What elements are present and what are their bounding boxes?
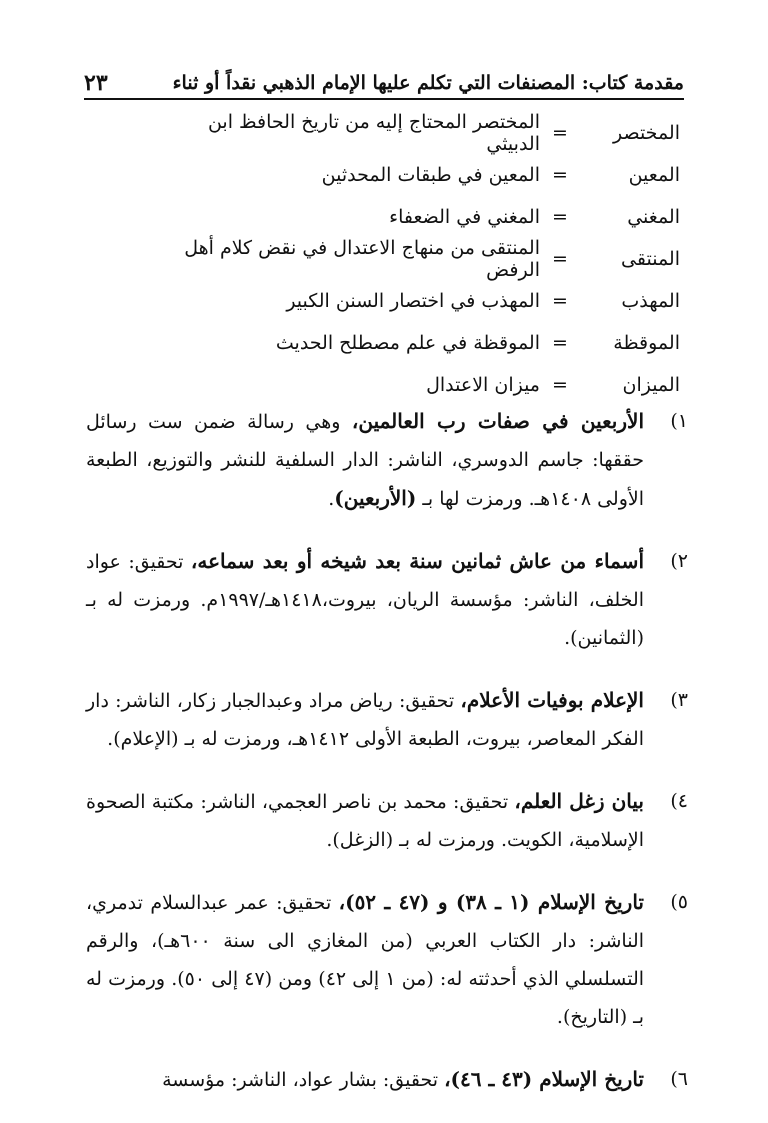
equals-sign: = (552, 206, 568, 228)
bibliography-entry (86, 883, 688, 1036)
entry-body (86, 782, 644, 859)
bibliography-entry (86, 782, 688, 859)
entry-body (86, 1060, 644, 1099)
entry-body (86, 542, 644, 657)
bibliography-entry (86, 542, 688, 657)
abbreviation-value: المهذب في اختصار السنن الكبير (286, 290, 540, 312)
abbreviation-key: المعين (628, 164, 680, 186)
bibliography-entry (86, 402, 688, 518)
abbreviation-row (150, 280, 680, 322)
page-header (84, 58, 684, 100)
abbreviation-value: المختصر المحتاج إليه من تاريخ الحافظ ابن الدبيثي (207, 111, 540, 155)
bibliography-list (86, 402, 688, 1123)
abbreviation-row (150, 196, 680, 238)
entry-number: ٦) (670, 1068, 688, 1090)
page-number: ٢٣ (84, 70, 108, 96)
entry-tag: (الأربعين) (334, 486, 417, 510)
equals-sign: = (552, 374, 568, 396)
abbreviation-key: الموقظة (613, 332, 680, 354)
abbreviation-row (150, 322, 680, 364)
equals-sign: = (552, 290, 568, 312)
abbreviation-row (150, 238, 680, 280)
abbreviation-row (150, 364, 680, 406)
entry-number: ٣) (670, 689, 688, 711)
entry-title: الإعلام بوفيات الأعلام، (460, 688, 644, 712)
entry-title: الأربعين في صفات رب العالمين، (351, 409, 644, 433)
entry-body (86, 681, 644, 758)
entry-text: تحقيق: بشار عواد، الناشر: مؤسسة (162, 1069, 445, 1091)
running-title: مقدمة كتاب: المصنفات التي تكلم عليها الإمام الذهبي نقداً أو ثناء (172, 72, 684, 94)
entry-body (86, 883, 644, 1036)
equals-sign: = (552, 332, 568, 354)
entry-number: ١) (670, 410, 688, 432)
entry-text: وهي رسالة ضمن ست رسائل حققها: جاسم الدوسري، الناشر: الدار السلفية للنشر والتوزيع، الطبعة الأولى ١٤٠٨هـ. ورمزت لها بـ (86, 411, 644, 510)
abbreviation-value: ميزان الاعتدال (426, 374, 540, 396)
abbreviation-key: المختصر (612, 122, 680, 144)
abbreviation-value: الموقظة في علم مصطلح الحديث (275, 332, 540, 354)
entry-text: تحقيق: عمر عبدالسلام تدمري، الناشر: دار الكتاب العربي (من المغازي الى سنة ٦٠٠هـ)، والرقم التسلسلي الذي أحدثته له: (من ١ إلى ٤٢) ومن (٤٧ إلى ٥٠). ورمزت له بـ (التاريخ). (86, 892, 645, 1028)
entry-title: تاريخ الإسلام (١ ـ ٣٨) و (٤٧ ـ ٥٢)، (338, 890, 644, 914)
abbreviation-value: المعين في طبقات المحدثين (321, 164, 540, 186)
entry-number: ٤) (670, 790, 688, 812)
abbreviation-row (150, 154, 680, 196)
abbreviation-key: المهذب (621, 290, 680, 312)
abbreviation-key: المنتقى (621, 248, 680, 270)
abbreviation-list (150, 112, 680, 406)
entry-number: ٢) (670, 550, 688, 572)
entry-title: أسماء من عاش ثمانين سنة بعد شيخه أو بعد سماعه، (190, 549, 644, 573)
entry-body (86, 402, 644, 518)
entry-text: تحقيق: محمد بن ناصر العجمي، الناشر: مكتبة الصحوة الإسلامية، الكويت. ورمزت له بـ (الزغل). (86, 791, 644, 851)
entry-title: تاريخ الإسلام (٤٣ ـ ٤٦)، (444, 1067, 644, 1091)
equals-sign: = (552, 248, 568, 270)
abbreviation-key: الميزان (622, 374, 680, 396)
equals-sign: = (552, 164, 568, 186)
entry-number: ٥) (670, 891, 688, 913)
entry-end: . (328, 488, 335, 510)
abbreviation-value: المنتقى من منهاج الاعتدال في نقض كلام أهل الرفض (184, 237, 540, 281)
entry-text: تحقيق: عواد الخلف، الناشر: مؤسسة الريان، بيروت،١٤١٨هـ/١٩٩٧م. ورمزت له بـ (الثمانين). (86, 551, 644, 649)
abbreviation-key: المغني (627, 206, 680, 228)
entry-title: بيان زغل العلم، (514, 789, 644, 813)
entry-text: تحقيق: رياض مراد وعبدالجبار زكار، الناشر: دار الفكر المعاصر، بيروت، الطبعة الأولى ١٤١٢هـ، ورمزت له بـ (الإعلام). (86, 690, 644, 750)
bibliography-entry (86, 681, 688, 758)
abbreviation-row (150, 112, 680, 154)
bibliography-entry (86, 1060, 688, 1099)
abbreviation-value: المغني في الضعفاء (389, 206, 540, 228)
equals-sign: = (552, 122, 568, 144)
